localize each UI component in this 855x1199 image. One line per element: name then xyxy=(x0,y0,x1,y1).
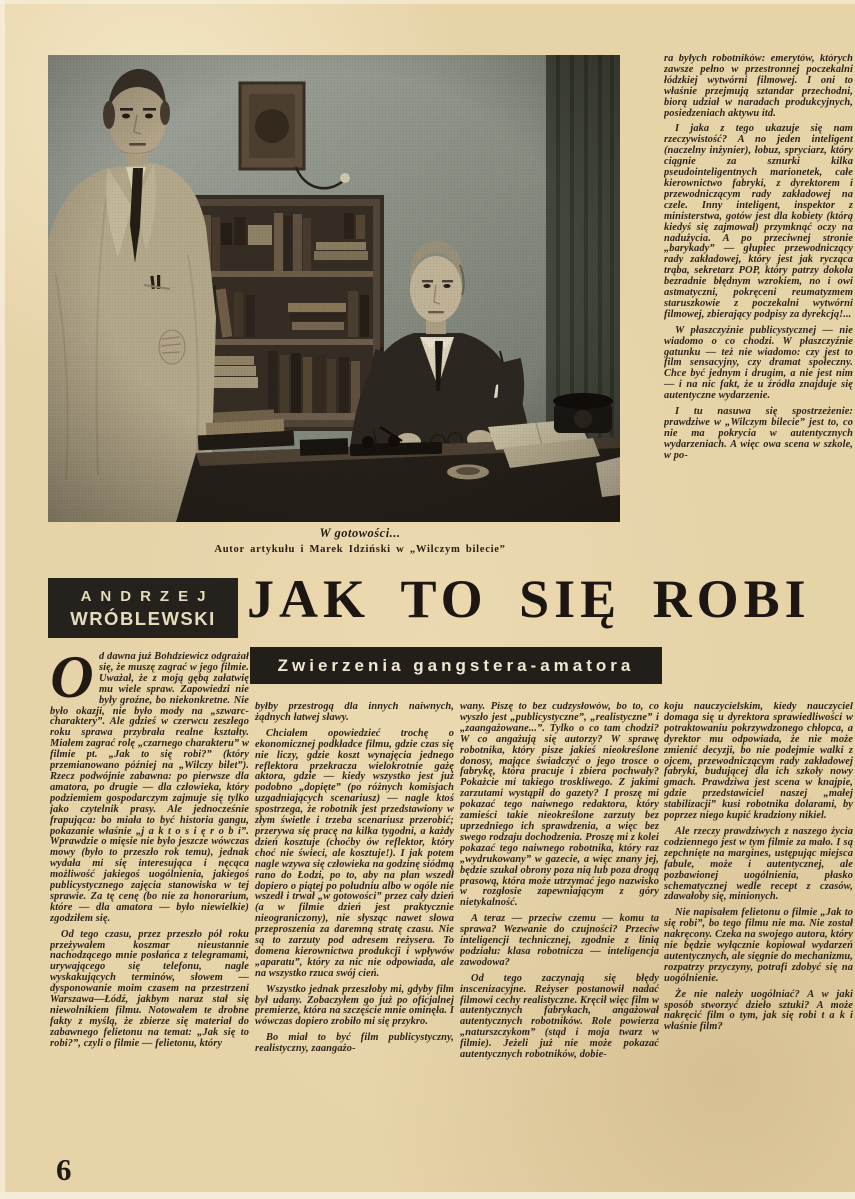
author-last-name: WRÓBLEWSKI xyxy=(70,608,216,630)
dropcap-letter: O xyxy=(50,652,94,710)
photo-caption-credit: Autor artykułu i Marek Idziński w „Wilczym bilecie” xyxy=(214,543,506,555)
article-paragraph: d dawna już Bohdziewicz odgrażał się, że muszę zagrać w jego filmie. Uważał, że z moją gębą załatwię mu wiele spraw. Zapowiedzi nie były groźne, bo niekonkretne. Nie było okazji, nie było mody na „szwarc-charaktery”. Ale gdzieś w czerwcu zeszłego roku sprawa przybrała realne kształty. Miałem zagrać rolę „czarnego charakteru” w filmie pt. „Jak to się robi?” (który przemianowano później na „Wilczy bilet”). Rzecz podwójnie zabawna: po pierwsze dla amatora, po drugie — dla człowieka, który podziemiem gospodarczym zajmuje się tylko jako czytelnik prasy. Ale jednocześnie frapująca: bo miała to być historia gangu, pokazanie właśnie „j a k t o s i ę r o b i”. Wprawdzie o mięsie nie było jeszcze wówczas mowy (było to przeszło rok temu), jednak wydała mi się interesująca i nęcąca możliwość jakiegoś uogólnienia, jakiegoś publicystycznego zajęcia stanowiska w tej sprawie. Za tę cenę (bo nie za honorarium, które — dla amatora — było niewielkie) zgodziłem się. xyxy=(50,652,249,924)
article-paragraph: byłby przestrogą dla innych naiwnych, żądnych łatwej sławy. xyxy=(255,702,454,723)
page-number: 6 xyxy=(56,1152,72,1187)
article-paragraph: Nie napisałem felietonu o filmie „Jak to się robi”, bo tego filmu nie ma. Nie został nakręcony. Czeka na swojego autora, który nie będzie wyłącznie kopiował wydarzeń autentycznych, ale sięgnie do mechanizmu, rozpatrzy przyczyny, potrafi zdobyć się na uogólnienie. xyxy=(664,907,853,984)
article-paragraph: ra byłych robotników: emerytów, których zawsze pełno w przestronnej poczekalni łódzkiej wytwórni filmowej. I oni to właśnie przejmują sztandar przechodni, biorą udział w naradach produkcyjnych, posiedzeniach aktywu itd. xyxy=(664,54,853,119)
body-column-1 xyxy=(50,652,249,1168)
article-paragraph: koju nauczycielskim, kiedy nauczyciel domaga się u dyrektora sprawiedliwości w potraktowaniu pokrzywdzonego chłopca, a dyrektor mu odpowiada, że nie może zmienić decyzji, bo nie podejmie walki z ojcem, przewodniczącym rady zakładowej fabryki, budującej dla ich szkoły nowy gmach. Prawdziwa jest scena w knajpie, gdzie przedstawiciel naszej „małej stabilizacji” kusi robotnika dolarami, by poprzez niego kupić kradziony nikiel. xyxy=(664,702,853,822)
scan-edge xyxy=(0,0,5,1199)
article-subtitle-bar xyxy=(250,647,662,684)
article-paragraph: Że nie należy uogólniać? A w jaki sposób stworzyć dzieło sztuki? A może nakręcić film o tym, jak się robi t a k i właśnie film? xyxy=(664,988,853,1033)
scan-edge xyxy=(0,1192,855,1199)
author-name-box xyxy=(48,578,238,638)
article-paragraph: W płaszczyźnie publicystycznej — nie wiadomo o co chodzi. W płaszczyźnie gatunku — też nie wiadomo: czy jest to film sensacyjny, czy dramat społeczny. Chce być jednym i drugim, a nie jest nim — i na nic fakt, że u źródła znajduje się autentyczne wydarzenie. xyxy=(664,324,853,402)
article-paragraph: Od tego zaczynają się błędy inscenizacyjne. Reżyser postanowił nadać filmowi cechy realistyczne. Kręcił więc film w autentycznych fabrykach, angażował autentycznych robotników. Role powierza „naturszczykom” (stąd i moja twarz w filmie). Jeżeli już nie może pokazać autentycznych robotników, dobie- xyxy=(460,972,659,1061)
article-paragraph: I tu nasuwa się spostrzeżenie: prawdziwe w „Wilczym bilecie” jest to, co nie ma pokrycia w autentycznych wydarzeniach. A więc owa scena w szkole, w po- xyxy=(664,406,853,461)
photo-caption xyxy=(120,526,600,556)
body-column-2 xyxy=(255,702,454,1176)
body-column-4-bottom xyxy=(664,702,853,1182)
article-title: JAK TO SIĘ ROBI xyxy=(247,569,811,629)
article-paragraph: I jaka z tego ukazuje się nam rzeczywistość? A no jeden inteligent (naczelny inżynier), łobuz, spryciarz, który ciągnie za sznurki kilka pseudointeligentnych marionetek, całe kierownictwo fabryki, z dyrektorem i przewodniczącym rady zakładowej na czele. Inny inteligent, inspektor z ministerstwa, gotów jest dla kobiety (którą kiedyś się zajmował) przymknąć oczy na nadużycia. A po przeciwnej stronie „barykady” — głupiec przewodniczący rady zakładowej, który jest jak rycząca trąba, sekretarz POP, który patrzy dokoła bezradnie błędnym wzrokiem, no i owi astmatyczni, pokręceni reumatyzmem staruszkowie z poczekalni wytwórni filmowej, zbierający podpisy za dyrekcją!... xyxy=(664,123,853,320)
article-paragraph: A teraz — przeciw czemu — komu ta sprawa? Wezwanie do czujności? Przeciw inteligencji technicznej, zgodnie z linią podziału: klasa robotnicza — inteligencja zawodowa? xyxy=(460,913,659,968)
photo-caption-title: W gotowości... xyxy=(319,526,401,540)
article-paragraph: wany. Piszę to bez cudzysłowów, bo to, co wyszło jest „publicystyczne”, „realistyczne” i „zaangażowane...”. Tylko o co tam chodzi? W co angażują się autorzy? W sprawę robotnika, który pisze jakieś nieokreślone donosy, mające świadczyć o jego trosce o fabrykę, która pracuje i zbiera pochwały? Pokażcie mi takiego troskliwego. Z jakimi zarzutami wystąpił do gazety? I proszę mi pokazać tego naiwnego redaktora, który zamieści takie nieokreślone zarzuty bez uprzedniego ich sprawdzenia, a więc bez swego rodzaju dochodzenia. Proszę mi z kolei pokazać tego naiwnego robotnika, który raz „wydrukowany” w gazecie, a więc znany jej, będzie szukał obrony poza nią lub poza drogą prasową, która może utrzymać jego nazwisko w rozgłosie zapewniającym z góry nietykalność. xyxy=(460,702,659,909)
article-paragraph: Chciałem opowiedzieć trochę o ekonomicznej podkładce filmu, gdzie czas się nie liczy, gdzie koszt wynajęcia jednego reflektora przekracza wielokrotnie gażę aktora, gdzie — kiedy wszystko jest już podobno „dopięte” (po różnych komisjach uzgadniających scenariusz) — nagle ktoś spostrzega, że robotnik jest przedstawiony w złym świetle i trzeba scenariusz przerobić; przerywa się pracę na kilka tygodni, a każdy dzień kosztuje (choćby ów reflektor, który choć nie świeci, ale kosztuje!). I jak potem nagle wzywa się człowieka na godzinę siódmą rano do Łodzi, po to, aby na plan wszedł dopiero o piątej po południu albo w ogóle nie wszedł i trwał „w gotowości” przez cały dzień (a w filmie dzień jest praktycznie nieograniczony), nie słysząc nawet słowa przeproszenia za daremną stratę czasu. Nie są to zarzuty pod adresem reżysera. To domena kierownictwa produkcji i wpływów „aparatu”, który za nic nie odpowiada, ale na wszystko rzuca swój cień. xyxy=(255,727,454,979)
photo-illustration xyxy=(48,55,620,522)
article-photo xyxy=(48,55,620,522)
scan-edge xyxy=(0,0,855,4)
article-paragraph: Bo miał to być film publicystyczny, realistyczny, zaangażo- xyxy=(255,1032,454,1055)
article-subtitle: Zwierzenia gangstera-amatora xyxy=(277,655,635,675)
body-column-4-top xyxy=(664,54,853,551)
body-column-3 xyxy=(460,702,659,1176)
article-paragraph: Wszystko jednak przeszłoby mi, gdyby film był udany. Zobaczyłem go już po oficjalnej premierze, która na szczęście mnie ominęła. I wówczas dopiero zrobiło mi się przykro. xyxy=(255,983,454,1028)
author-first-name: ANDRZEJ xyxy=(80,587,215,605)
column-text xyxy=(50,652,249,1050)
article-paragraph: Ale rzeczy prawdziwych z naszego życia codziennego jest w tym filmie za mało. I są zepchnięte na margines, ustępując miejsca fabule, może i autentycznej, ale pozbawionej uogólnienia, płasko schematycznej wedle recept z czasów, zdawałoby się, minionych. xyxy=(664,825,853,903)
article-paragraph: Od tego czasu, przez przeszło pół roku przeżywałem koszmar nieustannie nachodzącego mnie posłańca z telegramami, urywającego się telefonu, nagle wyskakujących terminów, słowem — dysponowanie moim czasem na przestrzeni Warszawa—Łódź, jakbym naraz stał się niewolnikiem filmu. Notowałem te drobne fakty z myślą, że zbierze się materiał do zabawnego felietonu na temat: „Jak się to robi?”, czyli o filmie — felietonu, który xyxy=(50,928,249,1049)
